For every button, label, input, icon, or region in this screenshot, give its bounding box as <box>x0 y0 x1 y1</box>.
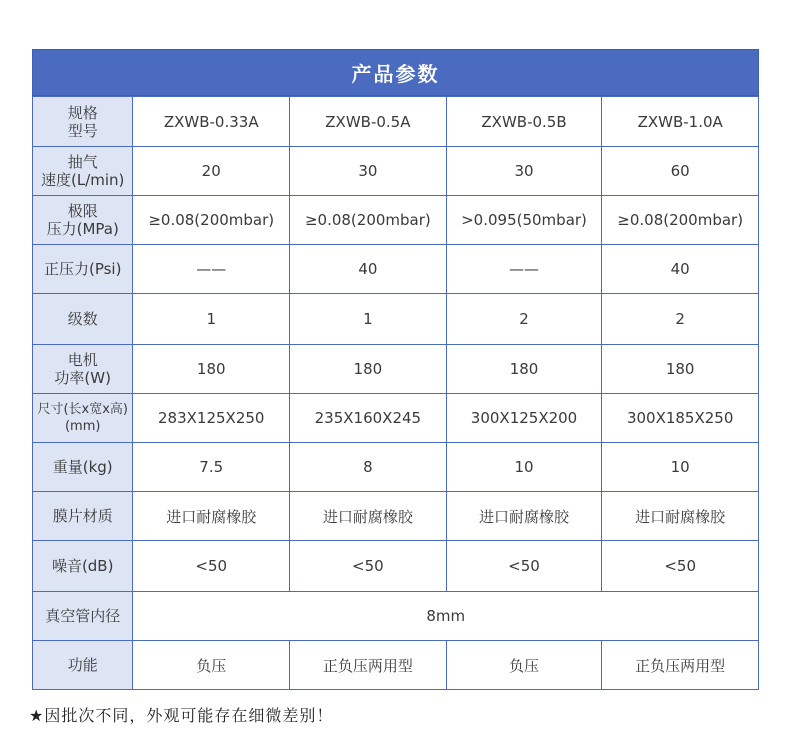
cell-stages: 1 <box>290 294 447 345</box>
cell-size: 283X125X250 <box>133 394 290 443</box>
cell-size: 300X125X200 <box>446 394 602 443</box>
cell-stages: 1 <box>133 294 290 345</box>
table-row-size <box>33 394 759 443</box>
cell-membrane: 进口耐腐橡胶 <box>446 492 602 541</box>
row-label-tube: 真空管内径 <box>33 592 133 641</box>
cell-positive: 40 <box>290 245 447 294</box>
row-label-stages: 级数 <box>33 294 133 345</box>
spec-table <box>32 96 759 690</box>
cell-membrane: 进口耐腐橡胶 <box>133 492 290 541</box>
cell-power: 180 <box>602 345 759 394</box>
cell-size: 235X160X245 <box>290 394 447 443</box>
cell-limit: ≥0.08(200mbar) <box>290 196 447 245</box>
cell-membrane: 进口耐腐橡胶 <box>602 492 759 541</box>
table-title: 产品参数 <box>32 49 759 96</box>
cell-function: 正负压两用型 <box>602 641 759 690</box>
cell-function: 负压 <box>133 641 290 690</box>
cell-weight: 10 <box>602 443 759 492</box>
row-label-weight: 重量(kg) <box>33 443 133 492</box>
cell-model: ZXWB-0.5B <box>446 97 602 147</box>
row-label-limit: 极限 压力(MPa) <box>33 196 133 245</box>
table-row-power <box>33 345 759 394</box>
footnote: ★因批次不同，外观可能存在细微差别！ <box>29 706 334 725</box>
table-row-limit <box>33 196 759 245</box>
table-row-tube <box>33 592 759 641</box>
cell-function: 正负压两用型 <box>290 641 447 690</box>
table-row-positive <box>33 245 759 294</box>
cell-speed: 60 <box>602 147 759 196</box>
table-row-membrane <box>33 492 759 541</box>
cell-weight: 7.5 <box>133 443 290 492</box>
cell-stages: 2 <box>446 294 602 345</box>
row-label-positive: 正压力(Psi) <box>33 245 133 294</box>
row-label-power: 电机 功率(W) <box>33 345 133 394</box>
table-row-model <box>33 97 759 147</box>
cell-limit: >0.095(50mbar) <box>446 196 602 245</box>
cell-positive: —— <box>133 245 290 294</box>
cell-noise: <50 <box>446 541 602 592</box>
cell-power: 180 <box>290 345 447 394</box>
row-label-model: 规格 型号 <box>33 97 133 147</box>
cell-tube: 8mm <box>133 592 759 641</box>
cell-stages: 2 <box>602 294 759 345</box>
cell-speed: 30 <box>290 147 447 196</box>
row-label-noise: 噪音(dB) <box>33 541 133 592</box>
table-row-noise <box>33 541 759 592</box>
cell-limit: ≥0.08(200mbar) <box>133 196 290 245</box>
cell-function: 负压 <box>446 641 602 690</box>
cell-power: 180 <box>446 345 602 394</box>
cell-weight: 8 <box>290 443 447 492</box>
spec-table-container <box>32 49 759 690</box>
cell-weight: 10 <box>446 443 602 492</box>
cell-noise: <50 <box>133 541 290 592</box>
cell-speed: 20 <box>133 147 290 196</box>
cell-speed: 30 <box>446 147 602 196</box>
table-row-function <box>33 641 759 690</box>
cell-power: 180 <box>133 345 290 394</box>
table-row-stages <box>33 294 759 345</box>
row-label-function: 功能 <box>33 641 133 690</box>
cell-positive: 40 <box>602 245 759 294</box>
cell-model: ZXWB-0.5A <box>290 97 447 147</box>
cell-positive: —— <box>446 245 602 294</box>
table-row-speed <box>33 147 759 196</box>
cell-limit: ≥0.08(200mbar) <box>602 196 759 245</box>
row-label-speed: 抽气 速度(L/min) <box>33 147 133 196</box>
cell-noise: <50 <box>290 541 447 592</box>
cell-size: 300X185X250 <box>602 394 759 443</box>
row-label-membrane: 膜片材质 <box>33 492 133 541</box>
cell-membrane: 进口耐腐橡胶 <box>290 492 447 541</box>
cell-model: ZXWB-0.33A <box>133 97 290 147</box>
table-row-weight <box>33 443 759 492</box>
cell-model: ZXWB-1.0A <box>602 97 759 147</box>
cell-noise: <50 <box>602 541 759 592</box>
row-label-size: 尺寸(长x宽x高) (mm) <box>33 394 133 443</box>
